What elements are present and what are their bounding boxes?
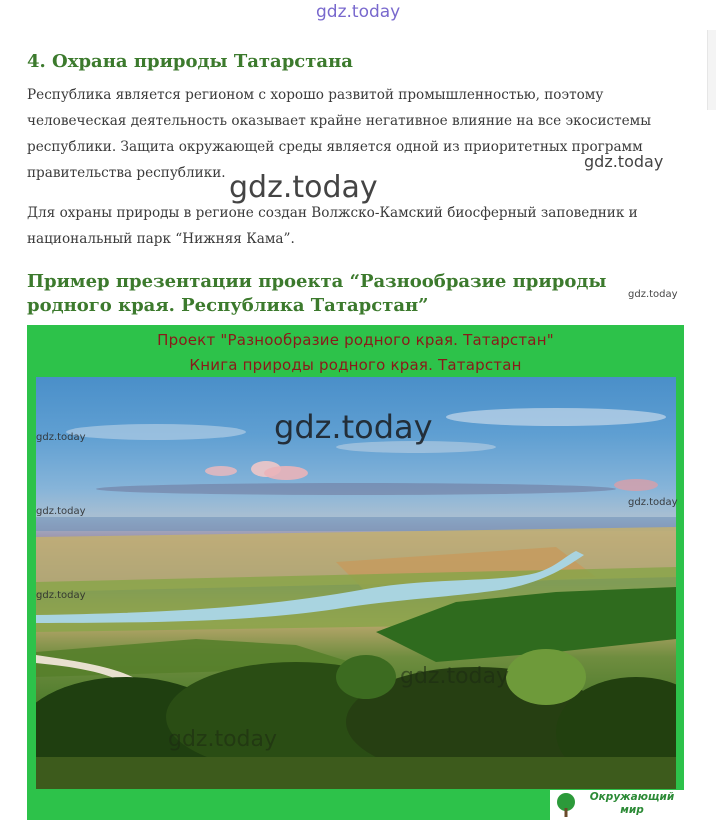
watermark-8: gdz.today xyxy=(36,590,86,601)
watermark-4: gdz.today xyxy=(274,408,433,446)
presentation-slide xyxy=(27,325,684,820)
watermark-5: gdz.today xyxy=(36,432,86,443)
slide-title-line-1: Проект "Разнообразие родного края. Татарстан" xyxy=(157,331,554,349)
slide-title-line-2: Книга природы родного края. Татарстан xyxy=(189,356,522,374)
section-heading: 4. Охрана природы Татарстана xyxy=(27,51,353,72)
watermark-2: gdz.today xyxy=(229,170,378,205)
page-edge-scrollbar xyxy=(707,30,716,110)
cropped-text-line xyxy=(76,18,276,30)
watermark-9: gdz.today xyxy=(400,664,510,689)
watermark-3: gdz.today xyxy=(628,289,678,300)
watermark-1: gdz.today xyxy=(584,152,664,171)
tree-icon xyxy=(554,792,578,818)
watermark-10: gdz.today xyxy=(168,727,278,752)
watermark-top: gdz.today xyxy=(316,2,401,22)
logo-okruzhayushchiy-mir xyxy=(550,790,684,820)
watermark-6: gdz.today xyxy=(36,506,86,517)
example-heading: Пример презентации проекта “Разнообразие природы родного края. Республика Татарстан” xyxy=(27,271,607,316)
section-paragraph-1: Республика является регионом с хорошо развитой промышленностью, поэтому человеческая деятельность оказывает крайне негативное влияние на все экосистемы республики. Защита окружающей среды является одной из приоритетных программ правительства республики. xyxy=(27,87,652,181)
watermark-7: gdz.today xyxy=(628,497,678,508)
logo-text: Окружающий мир xyxy=(589,791,675,816)
section-paragraph-2: Для охраны природы в регионе создан Волжско-Камский биосферный заповедник и национальный парк “Нижняя Кама”. xyxy=(27,205,638,247)
